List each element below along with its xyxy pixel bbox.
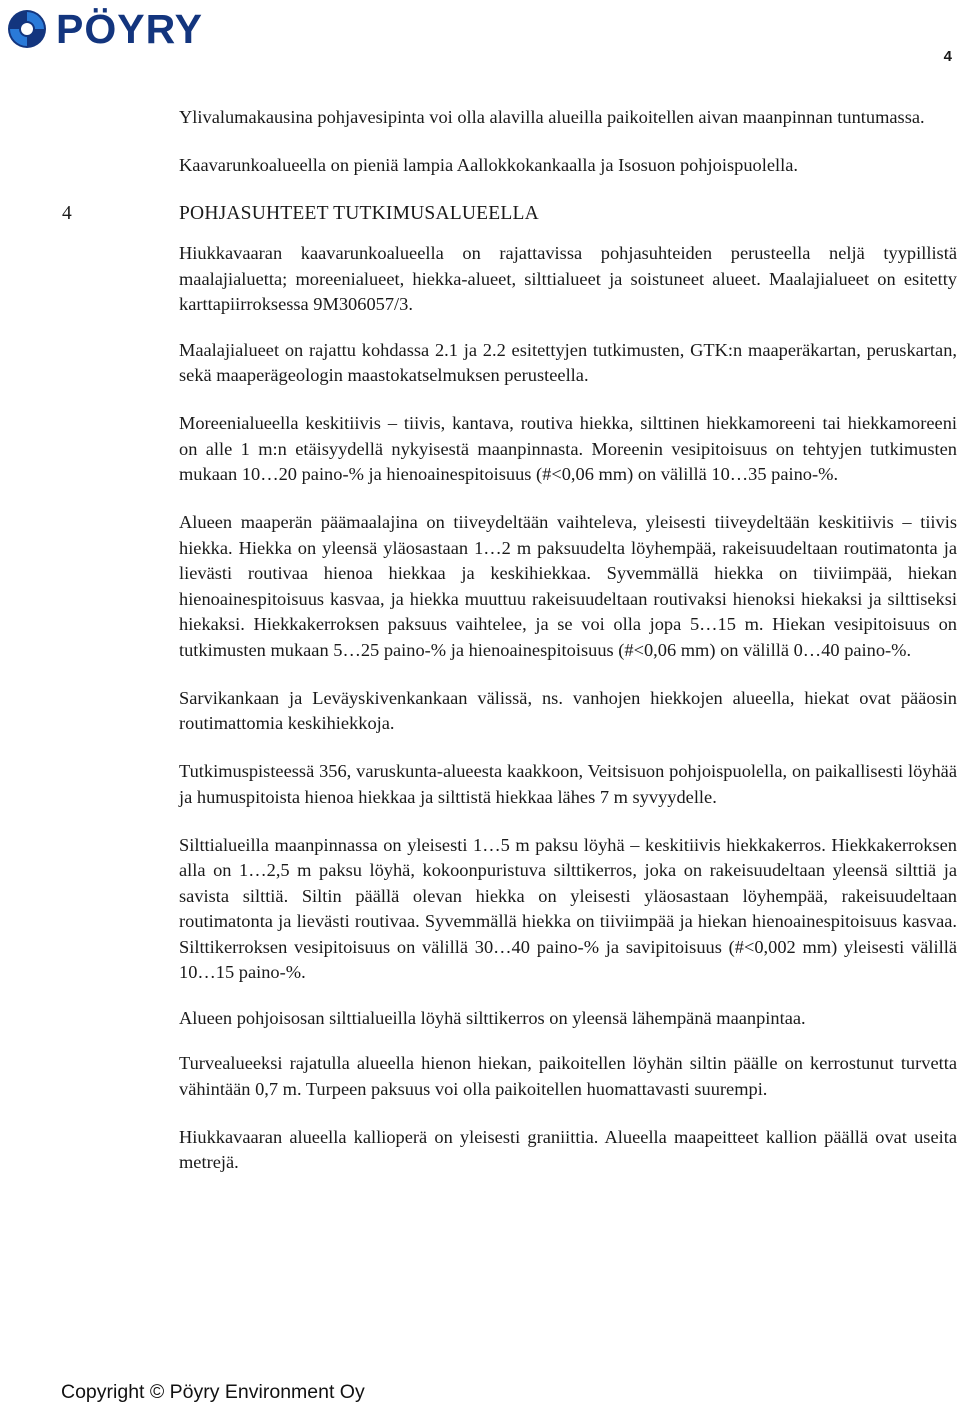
paragraph-8: Tutkimuspisteessä 356, varuskunta-alueesta kaakkoon, Veitsisuon pohjoispuolella, on paikallisesti löyhää ja humuspitoista hienoa hiekkaa ja silttistä hiekkaa lähes 7 m syvyydelle. xyxy=(179,761,957,807)
paragraph-5: Moreenialueella keskitiivis – tiivis, kantava, routiva hiekka, silttinen hiekkamoreeni tai hiekkamoreeni on alle 1 m:n etäisyydellä nykyisestä maanpinnasta. Moreenin vesipitoisuus on tehtyjen tutkimusten mukaan 10…20 paino-% ja hienoainespitoisuus (#<0,06 mm) on välillä 10…35 paino-%. xyxy=(179,413,957,484)
section-title: POHJASUHTEET TUTKIMUSALUEELLA xyxy=(179,203,539,224)
paragraph-10: Alueen pohjoisosan silttialueilla löyhä silttikerros on yleensä lähempänä maanpintaa. xyxy=(179,1007,806,1028)
paragraph-7: Sarvikankaan ja Leväyskivenkankaan välissä, ns. vanhojen hiekkojen alueella, hiekat ovat pääosin routimattomia keskihiekkoja. xyxy=(179,687,957,733)
paragraph-1: Ylivalumakausina pohjavesipinta voi olla alavilla alueilla paikoitellen aivan maanpinnan tuntumassa. xyxy=(179,107,925,127)
paragraph-6: Alueen maaperän päämaalajina on tiiveydeltään vaihteleva, yleisesti tiiveydeltään keskitiivis – tiivis hiekka. Hiekka on yleensä yläosastaan 1…2 m paksuudelta löyhempää, rakeisuudeltaan routimatonta ja lievästi routivaa hienoa hiekkaa ja keskihiekkaa. Syvemmällä hiekka on tiiviimpää, hiekan hienoainespitoisuus kasvaa, ja hiekka muuttuu rakeisuudeltaan routivaksi hienoksi hiekaksi ja silttiseksi hiekaksi. Hiekkakerroksen paksuus vaihtelee, ja se voi olla jopa 5…15 m. Hiekan vesipitoisuus on tutkimusten mukaan 5…25 paino-% ja hienoainespitoisuus (#<0,06 mm) on välillä 0…40 paino-%. xyxy=(179,512,957,660)
section-number: 4 xyxy=(62,203,72,224)
paragraph-4: Maalajialueet on rajattu kohdassa 2.1 ja 2.2 esitettyjen tutkimusten, GTK:n maaperäkartan, peruskartan, sekä maaperägeologin maastokatselmuksen perusteella. xyxy=(179,339,957,385)
footer-copyright: Copyright © Pöyry Environment Oy xyxy=(61,1381,365,1403)
paragraph-2: Kaavarunkoalueella on pieniä lampia Aallokkokankaalla ja Isosuon pohjoispuolella. xyxy=(179,155,798,175)
section-heading xyxy=(62,201,957,227)
logo-text: PÖYRY xyxy=(56,5,204,52)
paragraph-9: Silttialueilla maanpinnassa on yleisesti 1…5 m paksu löyhä – keskitiivis hiekkakerros. Hiekkakerroksen alla on 1…2,5 m paksu löyhä, kokoonpuristuva silttikerros, joka on rakeisuudeltaan yleensä silttiä ja savista silttiä. Siltin päällä olevan hiekka on yleisesti yläosastaan löyhempää, rakeisuudeltaan routimatonta ja lievästi routivaa. Syvemmällä hiekka on tiiviimpää ja hiekan hienoainespitoisuus kasvaa. Silttikerroksen vesipitoisuus on välillä 30…40 paino-% ja savipitoisuus (#<0,002 mm) yleisesti välillä 10…15 paino-%. xyxy=(179,834,957,982)
page-content xyxy=(62,105,957,1198)
page-number: 4 xyxy=(943,48,952,65)
paragraph-12: Hiukkavaaran alueella kallioperä on yleisesti graniittia. Alueella maapeitteet kallion päällä ovat useita metrejä. xyxy=(179,1126,957,1172)
poyry-swirl-logo-icon xyxy=(6,8,48,50)
paragraph-11: Turvealueeksi rajatulla alueella hienon hiekan, paikoitellen löyhän siltin päälle on kerrostunut turvetta vähintään 0,7 m. Turpeen paksuus voi olla paikoitellen huomattavasti suurempi. xyxy=(179,1053,957,1099)
company-logo xyxy=(6,6,203,52)
paragraph-3: Hiukkavaaran kaavarunkoalueella on rajattavissa pohjasuhteiden perusteella neljä tyypillistä maalajialuetta; moreenialueet, hiekka-alueet, silttialueet ja soistuneet alueet. Maalajialueet on esitetty karttapiirroksessa 9M306057/3. xyxy=(179,243,957,314)
